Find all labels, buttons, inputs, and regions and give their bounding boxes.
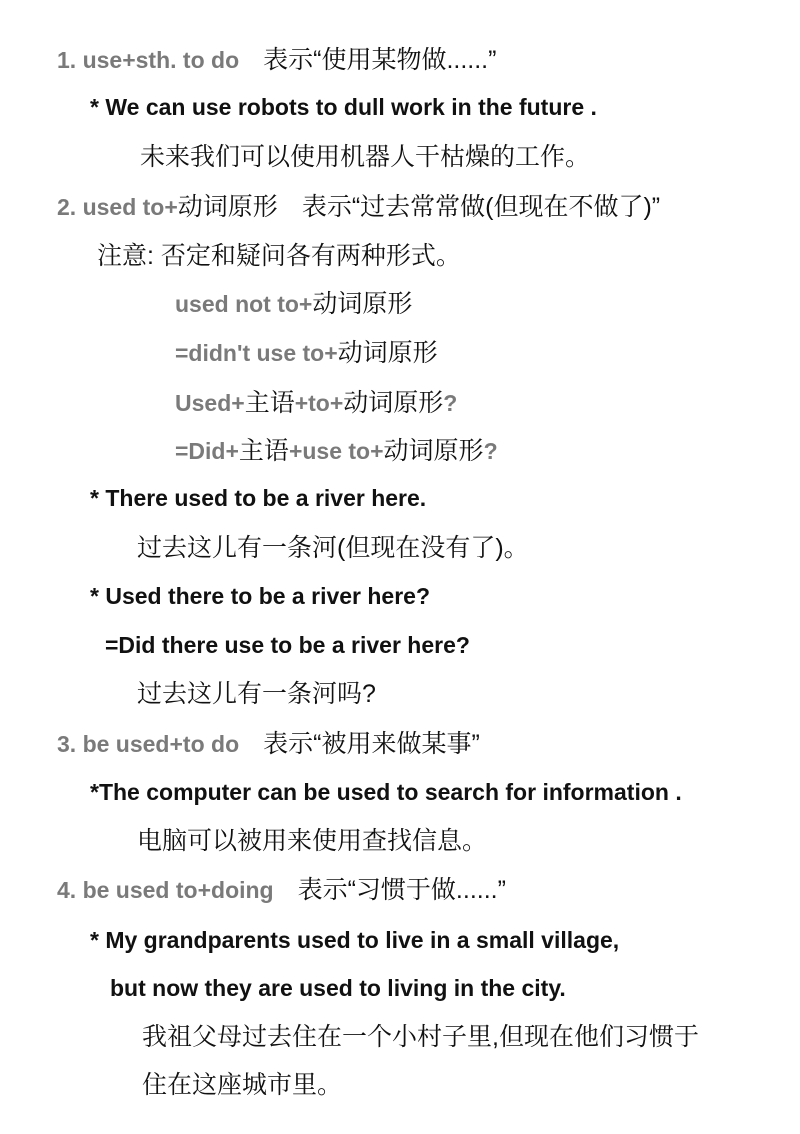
section-2-meaning: 表示“过去常常做(但现在不做了)” [301, 193, 661, 221]
section-3-heading [57, 727, 480, 761]
form-line [175, 386, 457, 420]
form-part: 动词原形 [337, 339, 438, 367]
form-part: used not to+ [175, 291, 313, 317]
section-4-term: 4. be used to+doing [57, 877, 274, 903]
form-part: =didn't use to+ [175, 340, 338, 366]
section-3-example-en: *The computer can be used to search for information . [90, 779, 682, 805]
section-1-meaning: 表示“使用某物做......” [263, 46, 497, 74]
section-2-heading [57, 190, 660, 224]
form-part: =Did+ [175, 438, 239, 464]
section-1-example-en: * We can use robots to dull work in the future . [90, 94, 597, 120]
section-2-example-2-en-alt: =Did there use to be a river here? [105, 632, 470, 658]
form-line [175, 434, 498, 468]
form-part: ? [483, 438, 498, 464]
section-2-note: 注意: 否定和疑问各有两种形式。 [97, 242, 461, 270]
form-part: ? [443, 390, 458, 416]
form-part: +to+ [294, 390, 344, 416]
section-2-example-2-en: * Used there to be a river here? [90, 583, 431, 609]
form-part: Used+ [175, 390, 245, 416]
section-3-example-zh: 电脑可以被用来使用查找信息。 [137, 827, 488, 855]
section-2-example-1-en: * There used to be a river here. [90, 485, 427, 511]
section-3-term: 3. be used+to do [57, 731, 240, 757]
section-4-example-zh-1: 我祖父母过去住在一个小村子里,但现在他们习惯于 [142, 1023, 699, 1051]
form-part: 主语 [244, 389, 295, 417]
section-3-meaning: 表示“被用来做某事” [263, 730, 480, 758]
form-part: 动词原形 [312, 290, 413, 318]
section-4-heading [57, 873, 506, 907]
section-1-example-zh: 未来我们可以使用机器人干枯燥的工作。 [140, 143, 591, 171]
form-part: 动词原形 [343, 389, 444, 417]
section-1-term: 1. use+sth. to do [57, 47, 240, 73]
form-line [175, 336, 438, 370]
form-line [175, 287, 412, 321]
section-2-example-1-zh: 过去这儿有一条河(但现在没有了)。 [137, 534, 529, 562]
section-4-meaning: 表示“习惯于做......” [297, 876, 506, 904]
section-1-heading [57, 43, 496, 77]
section-4-example-en-1: * My grandparents used to live in a small village, [90, 927, 620, 953]
form-part: 主语 [238, 437, 289, 465]
form-part: +use to+ [288, 438, 384, 464]
section-4-example-en-2: but now they are used to living in the city. [110, 975, 566, 1001]
section-2-term: 2. used to+ [57, 194, 178, 220]
section-2-example-2-zh: 过去这儿有一条河吗? [137, 680, 376, 708]
section-2-term-zh: 动词原形 [177, 193, 278, 221]
form-part: 动词原形 [383, 437, 484, 465]
section-4-example-zh-2: 住在这座城市里。 [142, 1071, 343, 1099]
